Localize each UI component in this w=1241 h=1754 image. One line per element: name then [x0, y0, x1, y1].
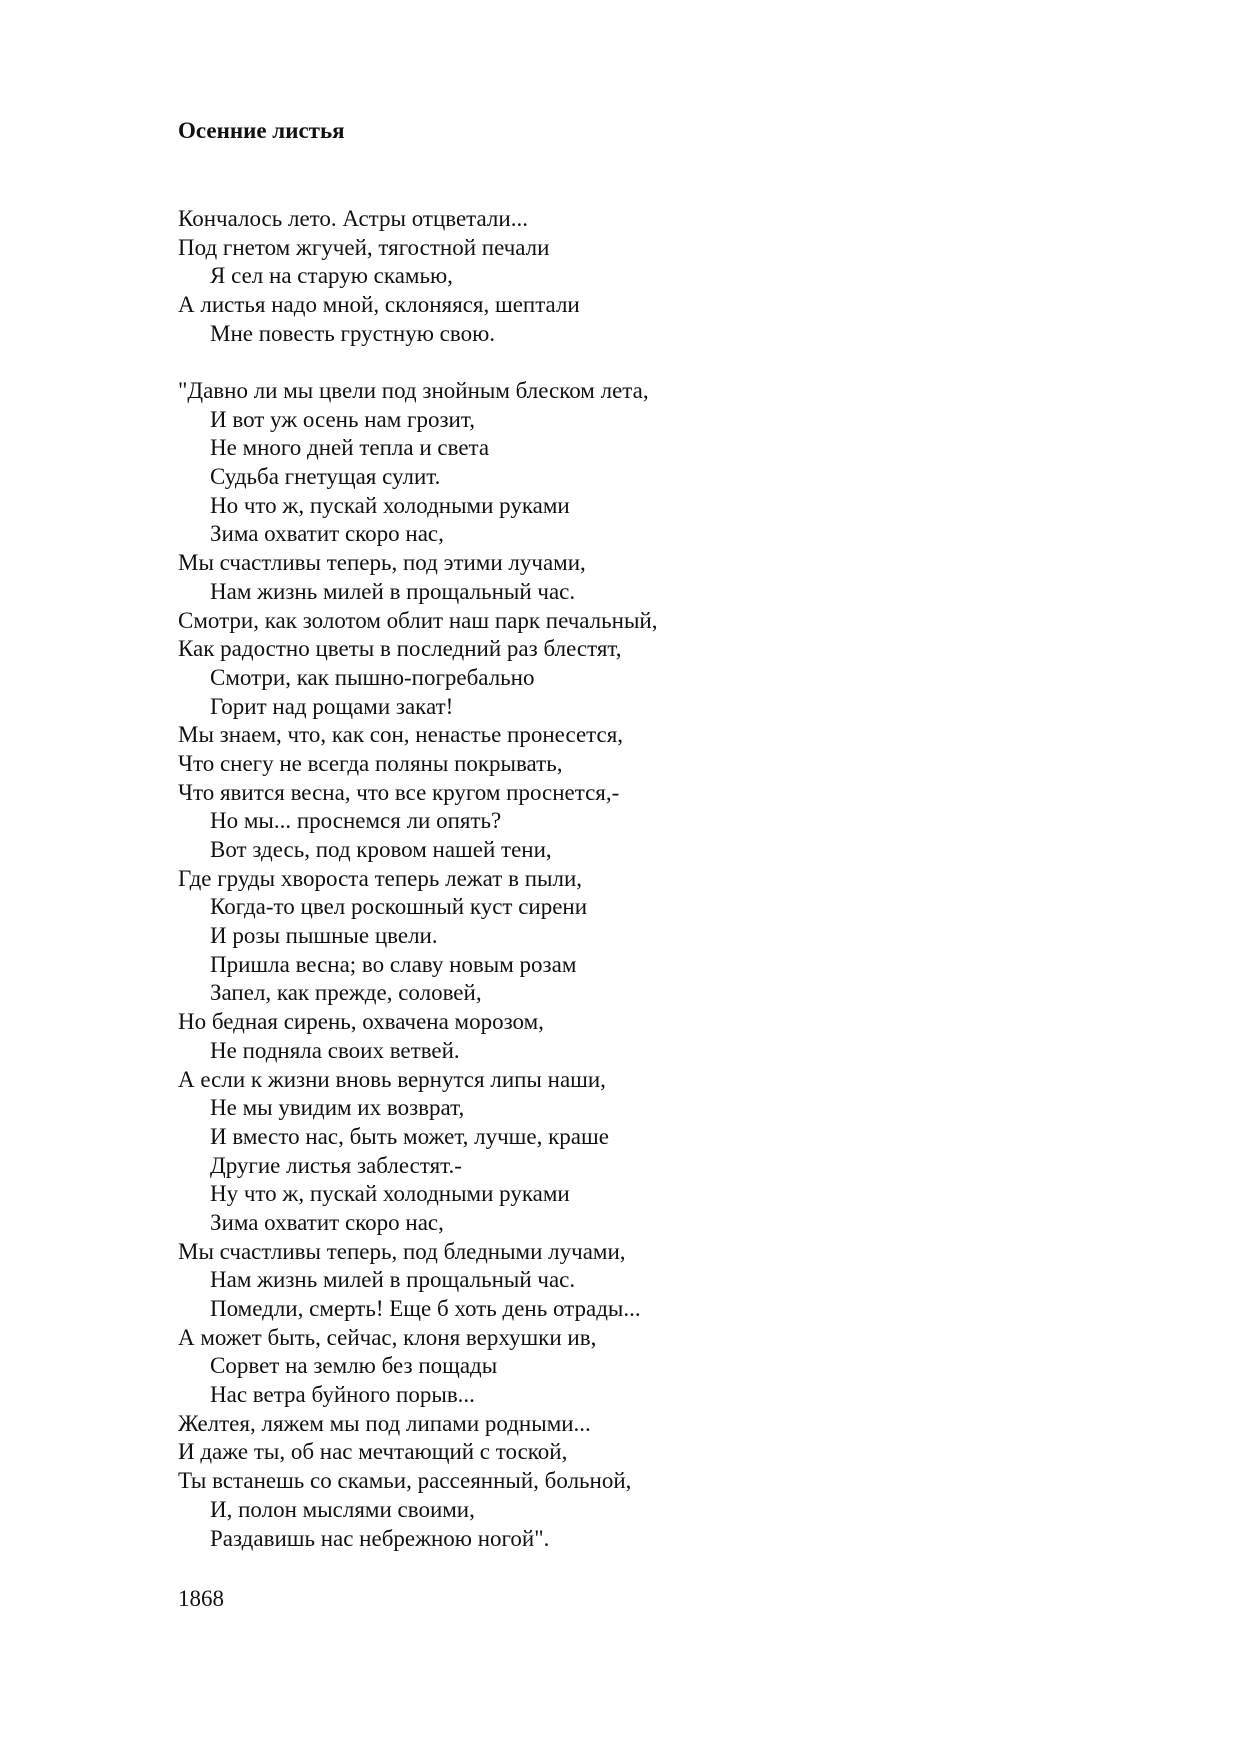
poem-line: Мы счастливы теперь, под этими лучами, [178, 550, 586, 576]
poem-line: Кончалось лето. Астры отцветали... [178, 206, 528, 231]
poem-line: Мы знаем, что, как сон, ненастье пронесется, [178, 722, 624, 748]
poem-year: 1868 [178, 1586, 224, 1611]
poem-line: Где груды хвороста теперь лежат в пыли, [178, 865, 583, 891]
poem-line: Нас ветра буйного порыв... [210, 1382, 475, 1408]
poem-line: Я сел на старую скамью, [210, 263, 453, 289]
poem-line: А может быть, сейчас, клоня верхушки ив, [178, 1324, 597, 1350]
poem-line: Раздавишь нас небрежною ногой". [210, 1525, 550, 1551]
poem-line: "Давно ли мы цвели под знойным блеском лета, [178, 378, 649, 403]
poem-line: Когда-то цвел роскошный куст сирени [210, 894, 588, 920]
poem-line: А листья надо мной, склоняяся, шептали [178, 292, 580, 318]
poem-line: Мы счастливы теперь, под бледными лучами, [178, 1238, 626, 1264]
poem-line: Судьба гнетущая сулит. [210, 464, 441, 490]
poem-line: Смотри, как золотом облит наш парк печальный, [178, 607, 658, 633]
poem-title: Осенние листья [178, 118, 345, 143]
poem-line: Не мы увидим их возврат, [210, 1095, 465, 1121]
poem-line: И, полон мыслями своими, [210, 1496, 475, 1522]
poem-line: Вот здесь, под кровом нашей тени, [210, 837, 552, 862]
poem-line: Но бедная сирень, охвачена морозом, [178, 1009, 544, 1035]
poem-line: И вот уж осень нам грозит, [210, 406, 475, 432]
poem-line: Нам жизнь милей в прощальный час. [210, 1267, 576, 1293]
poem-line: Сорвет на землю без пощады [210, 1353, 498, 1379]
poem-line: И даже ты, об нас мечтающий с тоской, [178, 1439, 568, 1465]
poem-line: Ты встанешь со скамьи, рассеянный, больной, [178, 1468, 632, 1494]
poem-line: Зима охватит скоро нас, [210, 521, 444, 547]
poem-line: Пришла весна; во славу новым розам [210, 951, 577, 977]
poem-line: Но что ж, пускай холодными руками [210, 492, 570, 518]
poem-line: Помедли, смерть! Еще б хоть день отрады... [210, 1296, 641, 1321]
poem-line: Что явится весна, что все кругом проснется,- [178, 779, 620, 805]
stanza-2 [178, 377, 657, 1553]
poem-line: Другие листья заблестят.- [210, 1152, 462, 1178]
poem-line: Желтея, ляжем мы под липами родными... [178, 1410, 591, 1436]
poem-line: Зима охватит скоро нас, [210, 1209, 444, 1235]
poem-line: Но мы... проснемся ли опять? [210, 808, 502, 834]
poem-line: Не много дней тепла и света [210, 435, 490, 461]
poem-line: Ну что ж, пускай холодными руками [210, 1181, 570, 1207]
poem-line: А если к жизни вновь вернутся липы наши, [178, 1066, 606, 1092]
poem-line: Смотри, как пышно-погребально [210, 664, 535, 690]
stanza-1 [178, 205, 580, 348]
poem-line: И вместо нас, быть может, лучше, краше [210, 1123, 609, 1149]
poem-line: Запел, как прежде, соловей, [210, 980, 482, 1006]
poem-line: Как радостно цветы в последний раз блестят, [178, 636, 622, 662]
poem-line: Что снегу не всегда поляны покрывать, [178, 750, 563, 776]
poem-line: Мне повесть грустную свою. [210, 320, 496, 346]
poem-line: Не подняла своих ветвей. [210, 1037, 460, 1063]
poem-line: Нам жизнь милей в прощальный час. [210, 578, 576, 604]
poem-line: Горит над рощами закат! [210, 693, 454, 719]
poem-line: Под гнетом жгучей, тягостной печали [178, 234, 550, 260]
poem-line: И розы пышные цвели. [210, 923, 438, 949]
